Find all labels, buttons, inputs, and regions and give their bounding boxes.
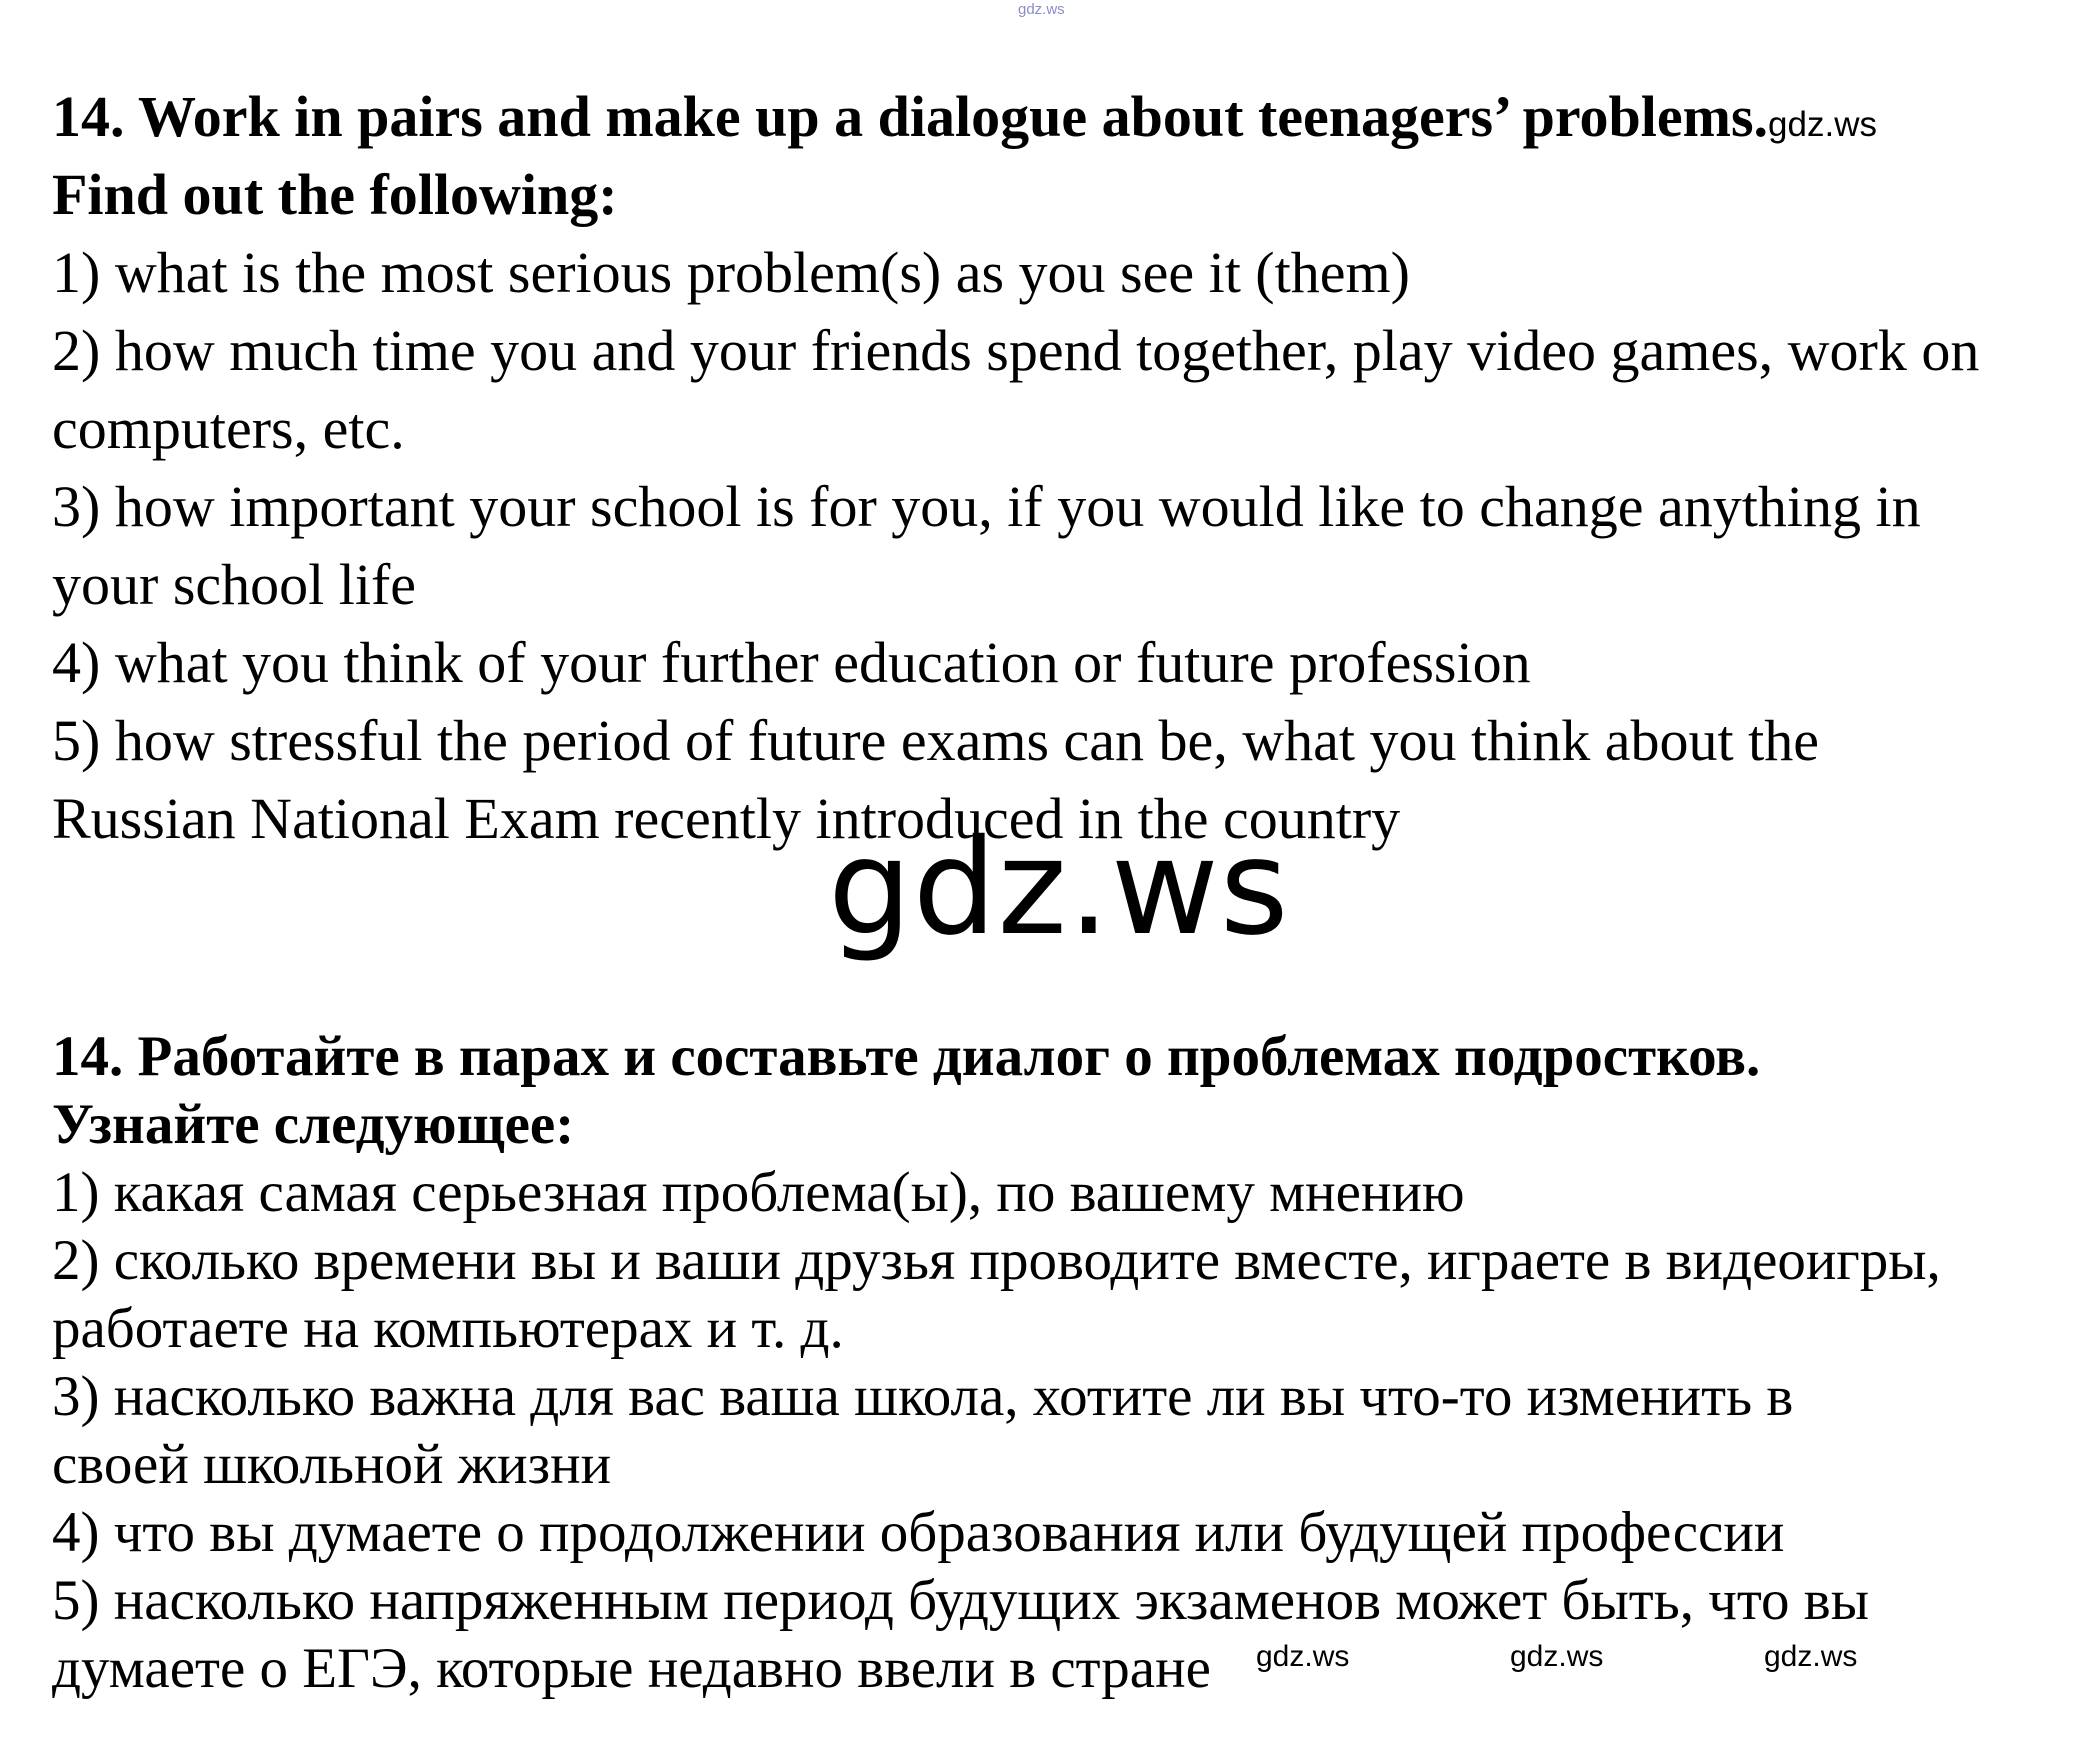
russian-heading-line-1: 14. Работайте в парах и составьте диалог о проблемах подростков.	[52, 1025, 1761, 1088]
russian-heading-line-2: Узнайте следующее:	[52, 1093, 575, 1156]
russian-item-3: 3) насколько важна для вас ваша школа, хотите ли вы что-то изменить в	[52, 1365, 1794, 1428]
english-heading-text: 14. Work in pairs and make up a dialogue about teenagers’ problems.	[52, 84, 1769, 149]
english-item-2: 2) how much time you and your friends spend together, play video games, work on	[52, 318, 1980, 383]
russian-item-2: 2) сколько времени вы и ваши друзья проводите вместе, играете в видеоигры,	[52, 1229, 1941, 1292]
english-item-3: 3) how important your school is for you, if you would like to change anything in	[52, 474, 1921, 539]
russian-item-2-cont: работаете на компьютерах и т. д.	[52, 1297, 844, 1360]
english-item-1: 1) what is the most serious problem(s) as you see it (them)	[52, 240, 1410, 305]
english-item-5: 5) how stressful the period of future exams can be, what you think about the	[52, 708, 1819, 773]
russian-item-3-cont: своей школьной жизни	[52, 1433, 612, 1496]
russian-item-1: 1) какая самая серьезная проблема(ы), по вашему мнению	[52, 1161, 1465, 1224]
english-item-3-cont: your school life	[52, 552, 417, 617]
english-heading-line-1	[52, 84, 1877, 158]
russian-item-5-cont: думаете о ЕГЭ, которые недавно ввели в стране	[52, 1637, 1211, 1700]
english-item-4: 4) what you think of your further education or future profession	[52, 630, 1531, 695]
russian-item-4: 4) что вы думаете о продолжении образования или будущей профессии	[52, 1501, 1785, 1564]
english-item-2-cont: computers, etc.	[52, 396, 405, 461]
english-item-5-cont: Russian National Exam recently introduced in the country	[52, 786, 1401, 851]
watermark-bottom-2: gdz.ws	[1510, 1640, 1604, 1673]
watermark-inline: gdz.ws	[1768, 105, 1877, 144]
watermark-top: gdz.ws	[1018, 1, 1065, 18]
watermark-bottom-1: gdz.ws	[1256, 1640, 1350, 1673]
watermark-bottom-3: gdz.ws	[1764, 1640, 1858, 1673]
watermark-large: gdz.ws	[828, 811, 1290, 965]
english-heading-line-2: Find out the following:	[52, 162, 618, 227]
russian-item-5: 5) насколько напряженным период будущих экзаменов может быть, что вы	[52, 1569, 1869, 1632]
